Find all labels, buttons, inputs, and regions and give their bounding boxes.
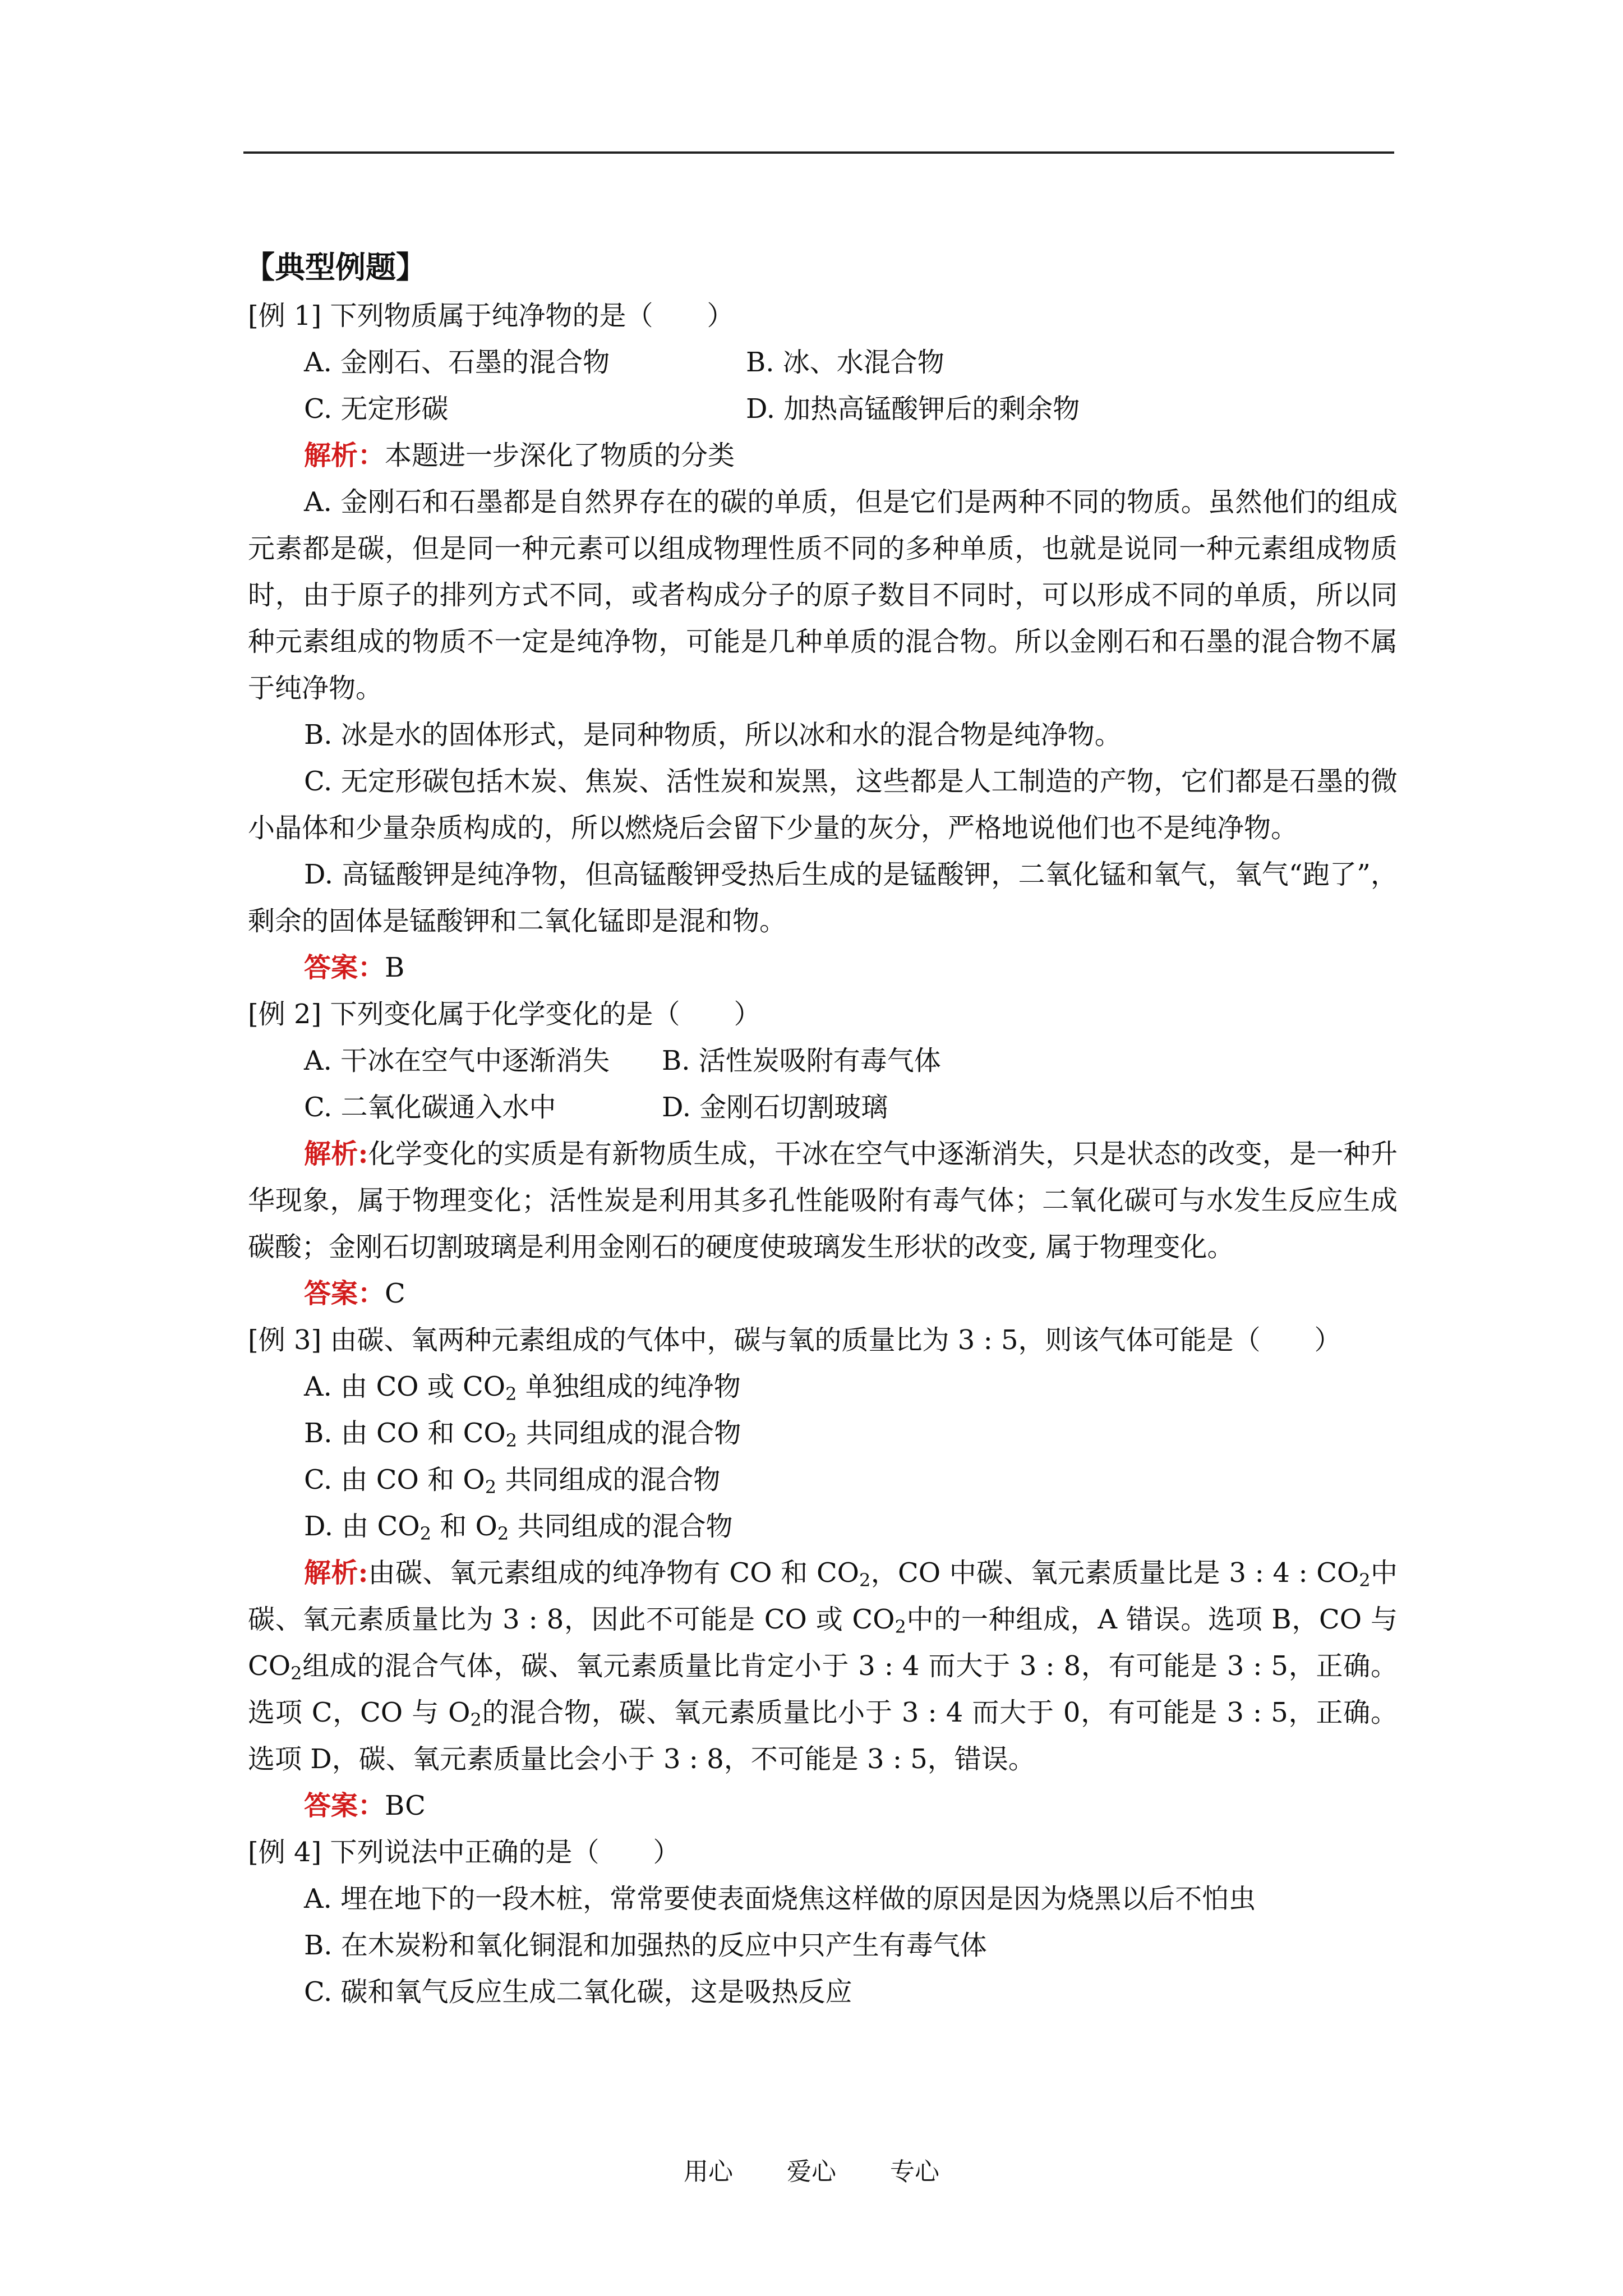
answer-label: 答案： bbox=[304, 1790, 385, 1821]
example-2-stem: [例 2] 下列变化属于化学变化的是（ ） bbox=[248, 999, 761, 1030]
example-4-stem: [例 4] 下列说法中正确的是（ ） bbox=[248, 1837, 680, 1868]
answer-value: C bbox=[385, 1278, 405, 1309]
example-3-analysis: 解析:由碳、氧元素组成的纯净物有 CO 和 $CO_2$，CO 中碳、氧元素质量比是 3 : 4 : $CO_2$中碳、氧元素质量比为 3 : 8，因此不可能是 CO 或 $CO_2$中的一种组成，A 错误。选项 B，CO 与 $CO_2$组成的混合气体，碳、氧元素质量比肯定小于 3 : 4 而大于 3 : 8，有可能是 3 : 5，正确。选项 C，CO 与 $O_2$的混合物，碳、氧元素质量比小于 3 : 4 而大于 0，有可能是 3 : 5，正确。选项 D，碳、氧元素质量比会小于 3 : 8，不可能是 3 : 5，错误。 bbox=[248, 1557, 1398, 1775]
example-3-option-a: A. 由 CO 或 $CO_2$ 单独组成的纯净物 bbox=[304, 1371, 741, 1405]
example-1-answer bbox=[248, 945, 1398, 991]
option-c: C. 无定形碳 bbox=[304, 393, 449, 425]
example-3-option-d: D. 由 $CO_2$ 和 $O_2$ 共同组成的混合物 bbox=[304, 1511, 733, 1544]
header-rule bbox=[243, 151, 1394, 154]
analysis-paragraph-d: D. 高锰酸钾是纯净物，但高锰酸钾受热后生成的是锰酸钾，二氧化锰和氧气，氧气“跑了”，剩余的固体是锰酸钾和二氧化锰即是混和物。 bbox=[248, 859, 1398, 937]
example-2-analysis: 解析:化学变化的实质是有新物质生成，干冰在空气中逐渐消失，只是状态的改变，是一种升华现象，属于物理变化；活性炭是利用其多孔性能吸附有毒气体；二氧化碳可与水发生反应生成碳酸；金刚石切割玻璃是利用金刚石的硬度使玻璃发生形状的改变, 属于物理变化。 bbox=[248, 1138, 1398, 1263]
example-3-answer bbox=[248, 1783, 1398, 1829]
option-d: D. 加热高锰酸钾后的剩余物 bbox=[746, 393, 1080, 425]
option-d: D. 金刚石切割玻璃 bbox=[662, 1092, 888, 1123]
document-body bbox=[245, 241, 1398, 2016]
analysis-paragraph-c: C. 无定形碳包括木炭、焦炭、活性炭和炭黑，这些都是人工制造的产物，它们都是石墨的微小晶体和少量杂质构成的，所以燃烧后会留下少量的灰分，严格地说他们也不是纯净物。 bbox=[248, 766, 1398, 844]
example-1-stem: [例 1] 下列物质属于纯净物的是（ ） bbox=[248, 300, 734, 332]
analysis-label: 解析: bbox=[304, 1138, 368, 1170]
example-1-analysis: 解析：本题进一步深化了物质的分类 bbox=[304, 440, 735, 471]
example-1-options-ab bbox=[248, 339, 1398, 386]
footer-word-2: 爱心 bbox=[787, 2157, 836, 2186]
option-c: C. 二氧化碳通入水中 bbox=[304, 1092, 556, 1123]
option-b: B. 活性炭吸附有毒气体 bbox=[662, 1045, 941, 1076]
example-3-stem: [例 3] 由碳、氧两种元素组成的气体中，碳与氧的质量比为 3 : 5，则该气体可能是（ ） bbox=[248, 1324, 1341, 1356]
option-b: B. 冰、水混合物 bbox=[746, 347, 944, 378]
example-4-option-b: B. 在木炭粉和氧化铜混和加强热的反应中只产生有毒气体 bbox=[304, 1930, 987, 1961]
page-footer bbox=[0, 2151, 1623, 2187]
analysis-paragraph-b: B. 冰是水的固体形式，是同种物质，所以冰和水的混合物是纯净物。 bbox=[304, 719, 1122, 751]
section-heading: 【典型例题】 bbox=[245, 249, 426, 285]
example-3-option-b: B. 由 CO 和 $CO_2$ 共同组成的混合物 bbox=[304, 1418, 741, 1451]
example-2-options-cd bbox=[248, 1084, 1398, 1131]
footer-word-3: 专心 bbox=[890, 2157, 939, 2186]
answer-label: 答案： bbox=[304, 1278, 385, 1309]
analysis-paragraph-a: A. 金刚石和石墨都是自然界存在的碳的单质，但是它们是两种不同的物质。虽然他们的组成元素都是碳，但是同一种元素可以组成物理性质不同的多种单质，也就是说同一种元素组成物质时，由于原子的排列方式不同，或者构成分子的原子数目不同时，可以形成不同的单质，所以同种元素组成的物质不一定是纯净物，可能是几种单质的混合物。所以金刚石和石墨的混合物不属于纯净物。 bbox=[248, 486, 1398, 704]
example-4-option-c: C. 碳和氧气反应生成二氧化碳，这是吸热反应 bbox=[304, 1976, 852, 2008]
option-a: A. 干冰在空气中逐渐消失 bbox=[304, 1045, 610, 1076]
example-2-options-ab bbox=[248, 1038, 1398, 1084]
answer-value: B bbox=[385, 952, 405, 983]
option-a: A. 金刚石、石墨的混合物 bbox=[304, 347, 610, 378]
example-4-option-a: A. 埋在地下的一段木桩，常常要使表面烧焦这样做的原因是因为烧黑以后不怕虫 bbox=[304, 1883, 1256, 1915]
analysis-label: 解析： bbox=[304, 440, 385, 471]
answer-value: BC bbox=[385, 1790, 426, 1821]
analysis-label: 解析: bbox=[304, 1557, 368, 1589]
example-2-answer bbox=[248, 1271, 1398, 1317]
example-3-option-c: C. 由 CO 和 $O_2$ 共同组成的混合物 bbox=[304, 1464, 721, 1498]
example-1-options-cd bbox=[248, 386, 1398, 432]
footer-word-1: 用心 bbox=[684, 2157, 733, 2186]
answer-label: 答案： bbox=[304, 952, 385, 983]
